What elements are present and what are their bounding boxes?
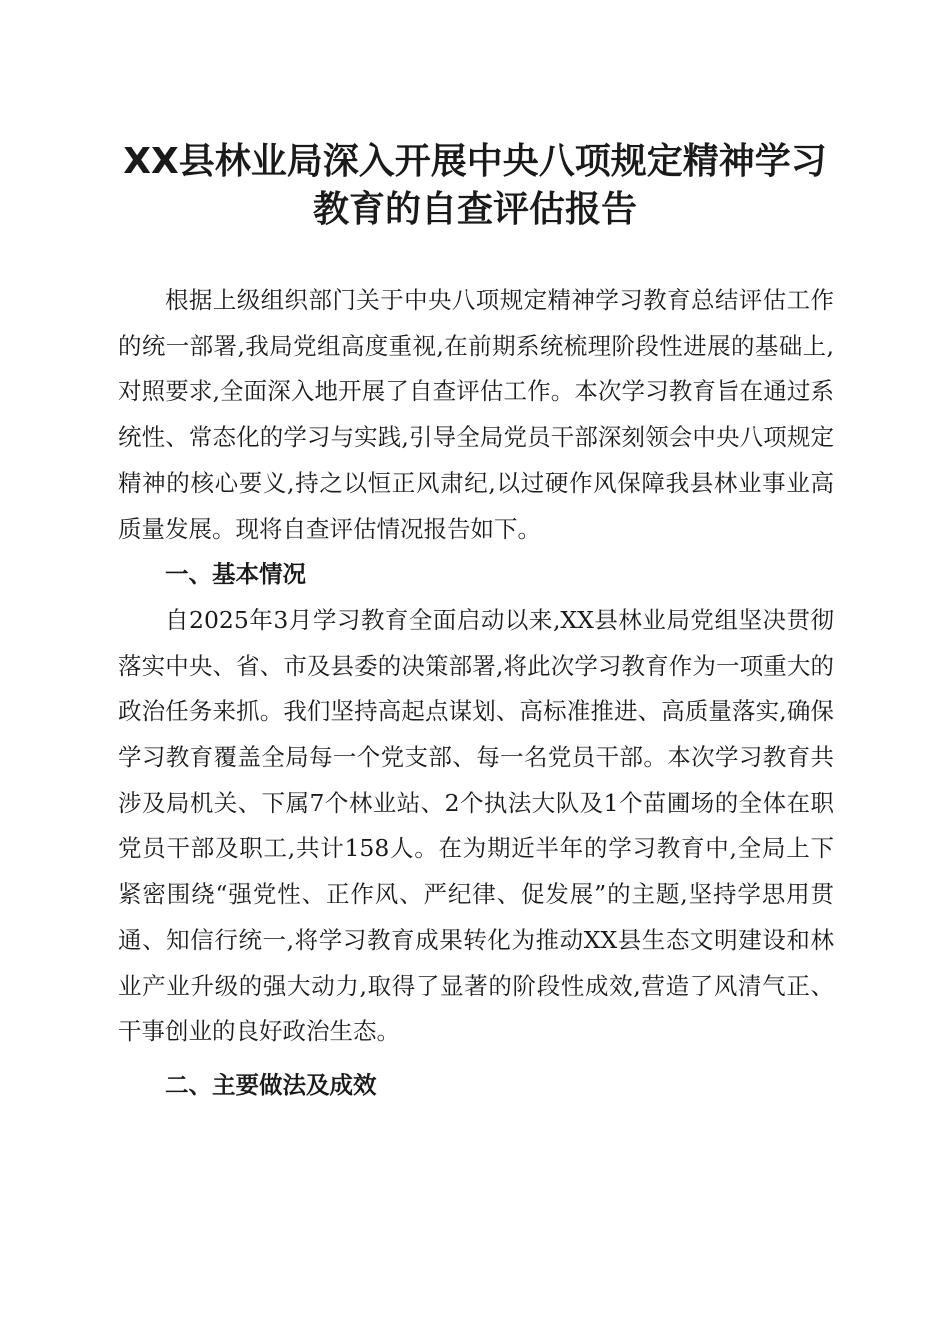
section-heading-main-practices: 二、主要做法及成效 <box>165 1070 377 1099</box>
section-heading-basic-situation: 一、基本情况 <box>165 560 306 589</box>
basic-situation-paragraph: 自2025年3月学习教育全面启动以来,XX县林业局党组坚决贯彻落实中央、省、市及县委的决策部署,将此次学习教育作为一项重大的政治任务来抓。我们坚持高起点谋划、高标准推进、高质量落实,确保学习教育覆盖全局每一个党支部、每一名党员干部。本次学习教育共涉及局机关、下属7个林业站、2个执法大队及1个苗圃场的全体在职党员干部及职工,共计158人。在为期近半年的学习教育中,全局上下紧密围绕“强党性、正作风、严纪律、促发展”的主题,坚持学思用贯通、知信行统一,将学习教育成果转化为推动XX县生态文明建设和林业产业升级的强大动力,取得了显著的阶段性成效,营造了风清气正、干事创业的良好政治生态。 <box>118 605 834 1046</box>
document-title <box>100 138 850 234</box>
intro-paragraph: 根据上级组织部门关于中央八项规定精神学习教育总结评估工作的统一部署,我局党组高度重视,在前期系统梳理阶段性进展的基础上,对照要求,全面深入地开展了自查评估工作。本次学习教育旨在通过系统性、常态化的学习与实践,引导全局党员干部深刻领会中央八项规定精神的核心要义,持之以恒正风肃纪,以过硬作风保障我县林业事业高质量发展。现将自查评估情况报告如下。 <box>118 286 834 543</box>
document-body <box>118 278 834 1109</box>
document-title-line-1: XX县林业局深入开展中央八项规定精神学习 <box>123 141 827 182</box>
document-title-line-2: 教育的自查评估报告 <box>312 189 637 230</box>
